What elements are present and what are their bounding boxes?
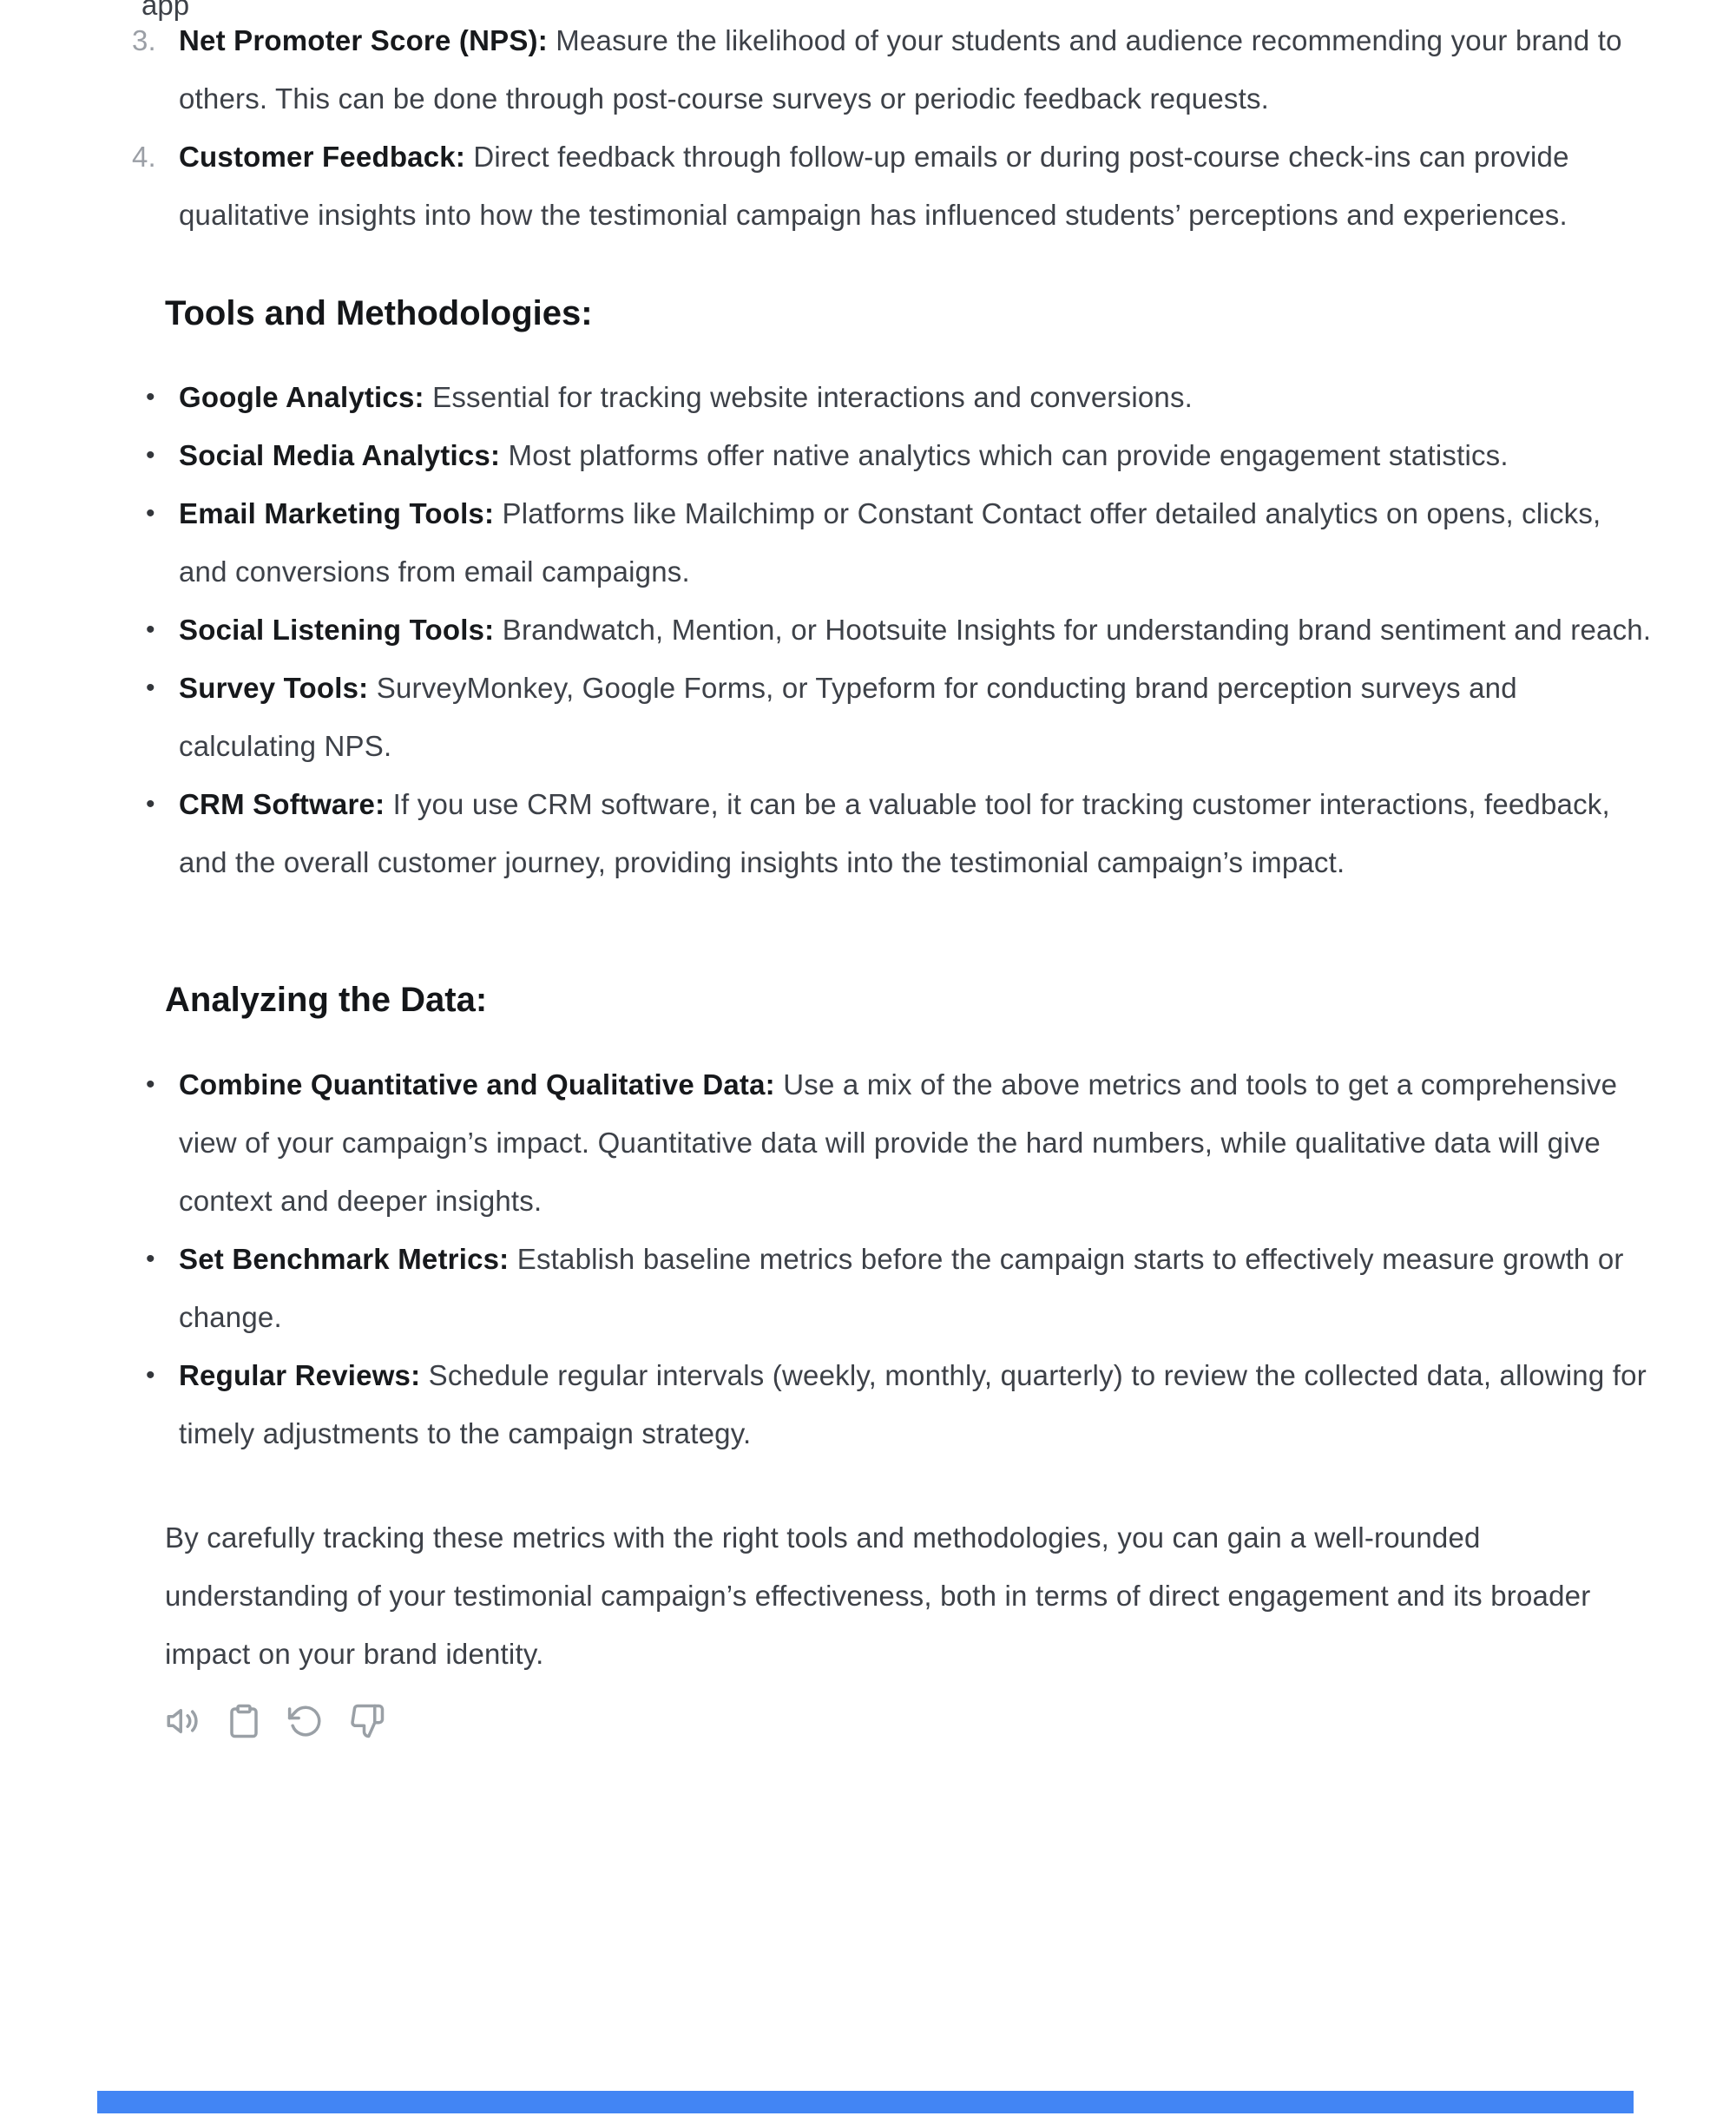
bullet-dot: • bbox=[146, 1245, 155, 1273]
bullet-list-tools bbox=[0, 368, 1736, 891]
clipboard-icon bbox=[226, 1703, 262, 1739]
list-item-text: CRM Software: If you use CRM software, it can be a valuable tool for tracking customer interactions, feedback, and the overall customer journey, providing insights into the testimonial campaign’s impact. bbox=[179, 788, 1610, 878]
list-item bbox=[0, 1055, 1736, 1230]
ordered-list bbox=[0, 11, 1736, 244]
list-item bbox=[0, 128, 1736, 244]
bullet-dot: • bbox=[146, 1361, 155, 1390]
bullet-list-analysis bbox=[0, 1055, 1736, 1462]
list-item-label: Customer Feedback: bbox=[179, 141, 466, 173]
bullet-dot: • bbox=[146, 790, 155, 818]
list-item bbox=[0, 1346, 1736, 1462]
list-item bbox=[0, 484, 1736, 601]
thumbs-down-icon bbox=[349, 1703, 385, 1739]
bullet-dot: • bbox=[146, 615, 155, 644]
thumbs-down-button[interactable] bbox=[349, 1703, 385, 1739]
list-item-text: Social Media Analytics: Most platforms offer native analytics which can provide engagement statistics. bbox=[179, 439, 1509, 471]
list-number: 3. bbox=[132, 24, 156, 56]
list-item-label: Combine Quantitative and Qualitative Data: bbox=[179, 1068, 775, 1101]
bullet-dot: • bbox=[146, 499, 155, 528]
list-item bbox=[0, 601, 1736, 659]
list-item-text: Regular Reviews: Schedule regular intervals (weekly, monthly, quarterly) to review the collected data, allowing for timely adjustments to the campaign strategy. bbox=[179, 1359, 1647, 1449]
regenerate-icon bbox=[287, 1703, 324, 1739]
list-number: 4. bbox=[132, 141, 156, 173]
list-item-label: Social Media Analytics: bbox=[179, 439, 501, 471]
list-item bbox=[0, 426, 1736, 484]
section-heading-tools-and-methodologies: Tools and Methodologies: bbox=[165, 294, 593, 332]
list-item-label: Set Benchmark Metrics: bbox=[179, 1243, 510, 1275]
list-item bbox=[0, 1230, 1736, 1346]
list-item bbox=[0, 659, 1736, 775]
regenerate-button[interactable] bbox=[287, 1703, 324, 1739]
bullet-dot: • bbox=[146, 674, 155, 702]
list-item bbox=[0, 11, 1736, 128]
list-item-label: Regular Reviews: bbox=[179, 1359, 421, 1391]
list-item-text: Social Listening Tools: Brandwatch, Mention, or Hootsuite Insights for understanding brand sentiment and reach. bbox=[179, 614, 1652, 646]
list-item-label: Email Marketing Tools: bbox=[179, 497, 495, 529]
speaker-icon bbox=[164, 1703, 201, 1739]
list-item-label: Social Listening Tools: bbox=[179, 614, 495, 646]
closing-paragraph: By carefully tracking these metrics with the right tools and methodologies, you can gain a well-rounded understanding of your testimonial campaign’s effectiveness, both in terms of direct engagement and its broader impact on your brand identity. bbox=[165, 1521, 1591, 1670]
list-item-label: Net Promoter Score (NPS): bbox=[179, 24, 548, 56]
list-item-text: Google Analytics: Essential for tracking website interactions and conversions. bbox=[179, 381, 1194, 413]
list-item-text: Email Marketing Tools: Platforms like Mailchimp or Constant Contact offer detailed analytics on opens, clicks, and conversions from email campaigns. bbox=[179, 497, 1601, 588]
list-item-text: Survey Tools: SurveyMonkey, Google Forms, or Typeform for conducting brand perception surveys and calculating NPS. bbox=[179, 672, 1517, 762]
copy-button[interactable] bbox=[226, 1703, 262, 1739]
clipped-previous-line-text: app bbox=[141, 0, 190, 21]
list-item-text: Set Benchmark Metrics: Establish baseline metrics before the campaign starts to effectively measure growth or change. bbox=[179, 1243, 1624, 1333]
list-item bbox=[0, 368, 1736, 426]
list-item-label: CRM Software: bbox=[179, 788, 385, 820]
bullet-dot: • bbox=[146, 383, 155, 411]
clipped-previous-line bbox=[141, 0, 190, 23]
bullet-dot: • bbox=[146, 441, 155, 470]
bullet-dot: • bbox=[146, 1070, 155, 1099]
list-item-label: Survey Tools: bbox=[179, 672, 369, 704]
list-item-text: Combine Quantitative and Qualitative Data: Use a mix of the above metrics and tools to get a comprehensive view of your campaign’s impact. Quantitative data will provide the hard numbers, while qualitative data will give context and deeper insights. bbox=[179, 1068, 1618, 1217]
list-item bbox=[0, 775, 1736, 891]
read-aloud-button[interactable] bbox=[164, 1703, 201, 1739]
section-heading-analyzing-the-data: Analyzing the Data: bbox=[165, 981, 488, 1019]
list-item-text: Net Promoter Score (NPS): Measure the likelihood of your students and audience recommending your brand to others. This can be done through post-course surveys or periodic feedback requests. bbox=[179, 24, 1622, 115]
message-actions bbox=[164, 1703, 1736, 1739]
bottom-bar bbox=[97, 2091, 1634, 2113]
list-item-text: Customer Feedback: Direct feedback through follow-up emails or during post-course check-ins can provide qualitative insights into how the testimonial campaign has influenced students’ perceptions and experiences. bbox=[179, 141, 1569, 231]
list-item-label: Google Analytics: bbox=[179, 381, 424, 413]
